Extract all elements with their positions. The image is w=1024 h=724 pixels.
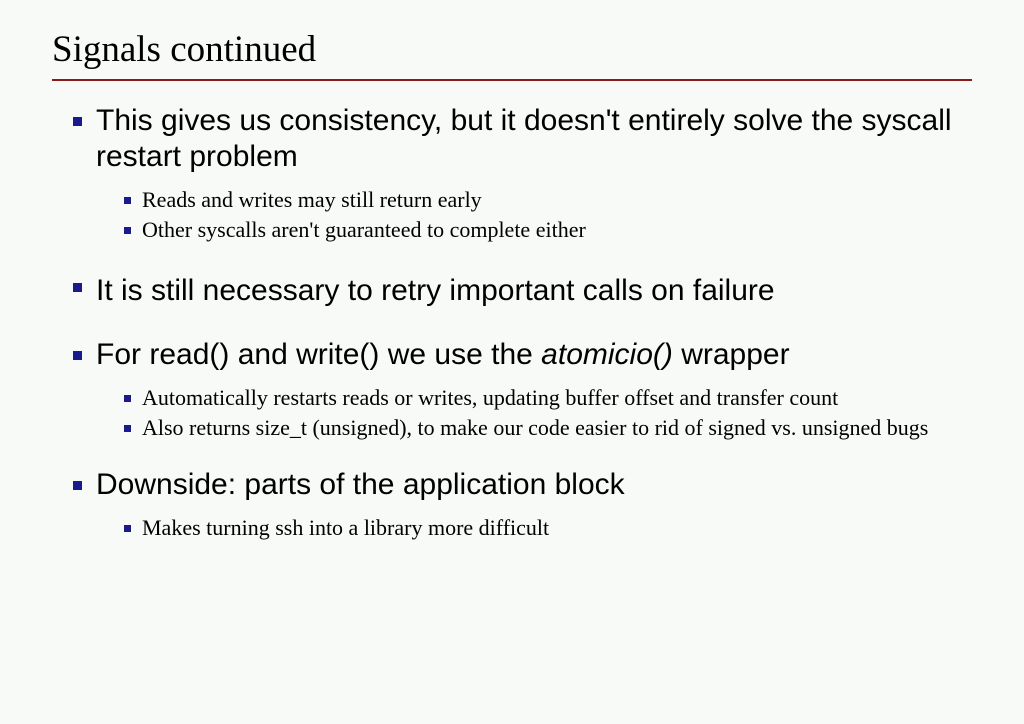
square-bullet-icon	[124, 197, 131, 204]
list-item	[52, 269, 982, 313]
list-item-label: Automatically restarts reads or writes, updating buffer offset and transfer count	[142, 385, 839, 410]
list-item	[52, 413, 982, 443]
spacer	[52, 373, 982, 383]
spacer	[52, 245, 982, 269]
page-title: Signals continued	[52, 29, 317, 70]
list-item-label-emphasis: atomicio()	[541, 338, 673, 371]
list-item	[52, 383, 982, 413]
list-item-label: It is still necessary to retry important calls on failure	[96, 274, 775, 307]
square-bullet-icon	[124, 227, 131, 234]
list-item-label: Reads and writes may still return early	[142, 187, 482, 212]
spacer	[52, 503, 982, 513]
spacer	[52, 443, 982, 467]
list-item-label: Also returns size_t (unsigned), to make our code easier to rid of signed vs. unsigned bugs	[142, 415, 929, 440]
title-divider	[52, 79, 972, 81]
square-bullet-icon	[73, 481, 82, 490]
list-item	[52, 215, 982, 245]
list-item	[52, 185, 982, 215]
list-item	[52, 467, 982, 503]
spacer	[52, 313, 982, 337]
list-item	[52, 337, 982, 373]
slide-content	[52, 103, 982, 543]
list-item-label: Other syscalls aren't guaranteed to complete either	[142, 217, 586, 242]
square-bullet-icon	[124, 525, 131, 532]
square-bullet-icon	[124, 395, 131, 402]
square-bullet-icon	[124, 425, 131, 432]
list-item-label-pre: For read() and write() we use the	[96, 338, 542, 371]
square-bullet-icon	[73, 117, 82, 126]
list-item-label: Downside: parts of the application block	[96, 468, 625, 501]
list-item-label: Makes turning ssh into a library more difficult	[142, 515, 550, 540]
list-item-label: This gives us consistency, but it doesn't entirely solve the syscall restart problem	[96, 104, 952, 173]
square-bullet-icon	[73, 351, 82, 360]
spacer	[52, 175, 982, 185]
list-item	[52, 513, 982, 543]
list-item	[52, 103, 982, 175]
square-bullet-icon	[73, 283, 82, 292]
list-item-label-post: wrapper	[672, 338, 790, 371]
